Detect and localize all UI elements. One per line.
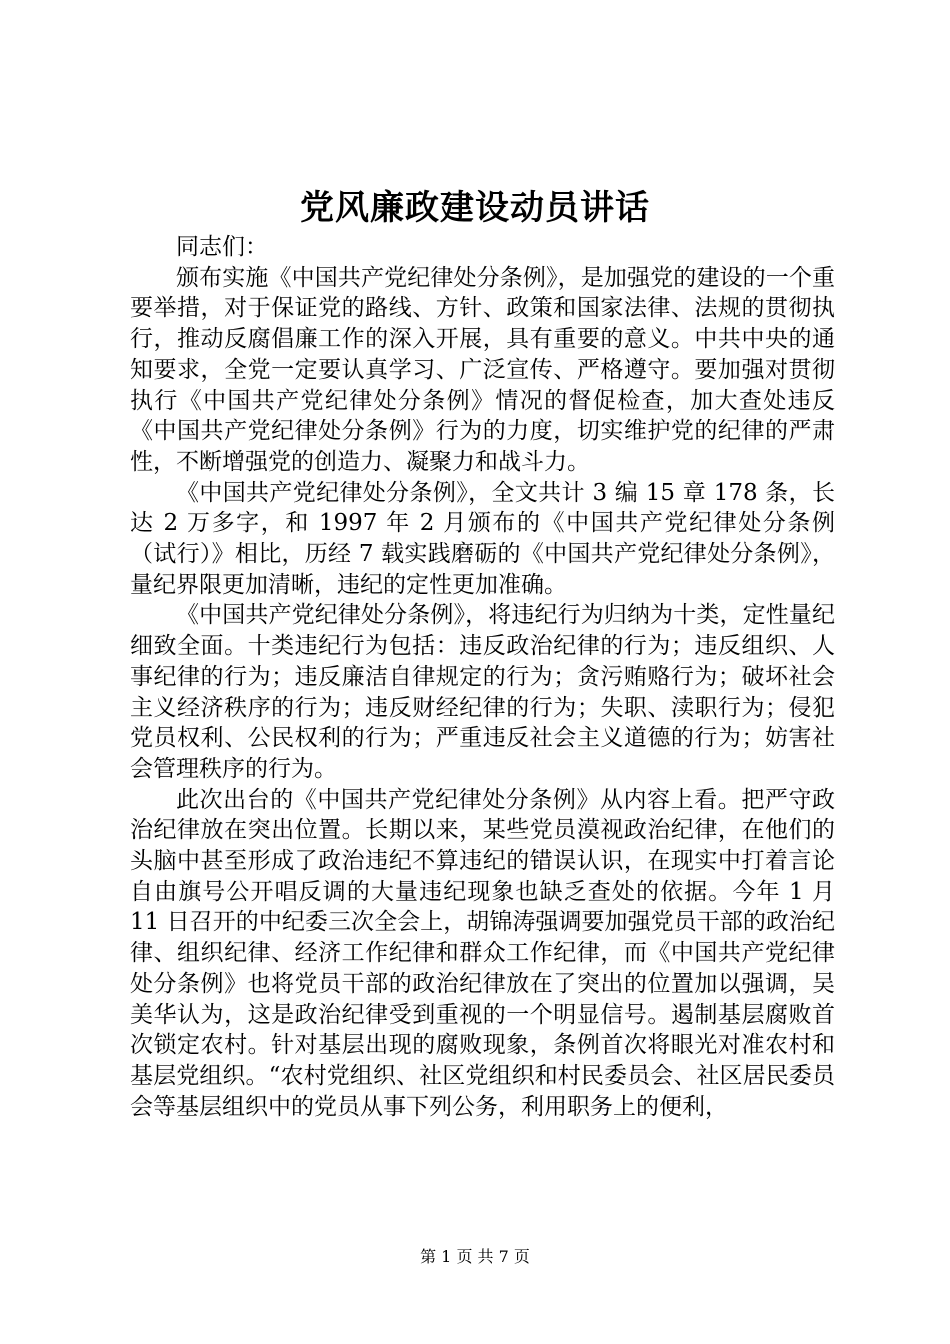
document-title: 党风廉政建设动员讲话 [300,188,650,228]
salutation: 同志们： [176,234,268,260]
page-footer: 第 1 页 共 7 页 [420,1247,530,1266]
paragraph-4: 此次出台的《中国共产党纪律处分条例》从内容上看。把严守政治纪律放在突出位置。长期以来，某些党员漠视政治纪律，在他们的头脑中甚至形成了政治违纪不算违纪的错误认识，在现实中打着言论自由旗号公开唱反调的大量违纪现象也缺乏查处的依据。今年 1 月 11 日召开的中纪委三次全会上，胡锦涛强调要加强党员干部的政治纪律、组织纪律、经济工作纪律和群众工作纪律，而《中国共产党纪律处分条例》也将党员干部的政治纪律放在了突出的位置加以强调，吴美华认为，这是政治纪律受到重视的一个明显信号。遏制基层腐败首次锁定农村。针对基层出现的腐败现象，条例首次将眼光对准农村和基层党组织。“农村党组织、社区党组织和村民委员会、社区居民委员会等基层组织中的党员从事下列公务，利用职务上的便利， [130,786,835,1120]
document-body [130,232,835,1122]
paragraph-3: 《中国共产党纪律处分条例》，将违纪行为归纳为十类，定性量纪细致全面。十类违纪行为包括：违反政治纪律的行为；违反组织、人事纪律的行为；违反廉洁自律规定的行为；贪污贿赂行为；破坏社会主义经济秩序的行为；违反财经纪律的行为；失职、渎职行为；侵犯党员权利、公民权利的行为；严重违反社会主义道德的行为；妨害社会管理秩序的行为。 [130,602,835,782]
paragraph-1: 颁布实施《中国共产党纪律处分条例》，是加强党的建设的一个重要举措，对于保证党的路线、方针、政策和国家法律、法规的贯彻执行，推动反腐倡廉工作的深入开展，具有重要的意义。中共中央的通知要求，全党一定要认真学习、广泛宣传、严格遵守。要加强对贯彻执行《中国共产党纪律处分条例》情况的督促检查，加大查处违反《中国共产党纪律处分条例》行为的力度，切实维护党的纪律的严肃性，不断增强党的创造力、凝聚力和战斗力。 [130,264,835,475]
paragraph-2: 《中国共产党纪律处分条例》，全文共计 3 编 15 章 178 条，长达 2 万多字，和 1997 年 2 月颁布的《中国共产党纪律处分条例（试行）》相比，历经 7 载实践磨砺的《中国共产党纪律处分条例》，量纪界限更加清晰，违纪的定性更加准确。 [130,479,835,598]
